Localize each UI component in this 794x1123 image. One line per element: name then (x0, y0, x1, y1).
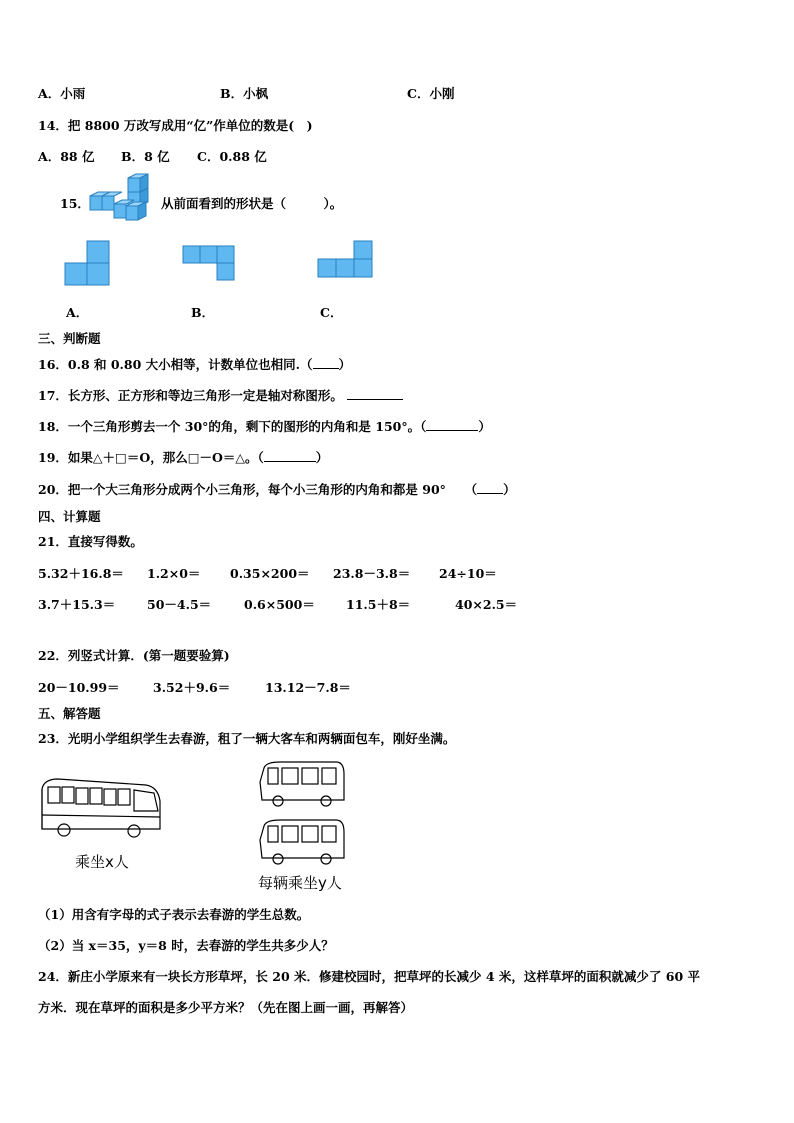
q15-option-a-figure (65, 241, 110, 286)
q21-row2-item2: 50－4.5＝ (147, 597, 212, 612)
q18-answer-blank[interactable] (426, 419, 478, 431)
q18 (38, 417, 491, 435)
q19 (38, 448, 328, 466)
q21-row1-item1: 5.32＋16.8＝ (38, 566, 124, 581)
q16-answer-blank[interactable] (313, 357, 339, 369)
q14-option-c: C．0.88 亿 (197, 149, 267, 164)
section3-title: 三、判断题 (38, 331, 101, 346)
q13-option-b: B．小枫 (220, 86, 269, 101)
q24-line2: 方米．现在草坪的面积是多少平方米？（先在图上画一画，再解答） (38, 1000, 414, 1015)
q21-row2-item4: 11.5＋8＝ (346, 597, 411, 612)
q21-row2-item1: 3.7＋15.3＝ (38, 597, 116, 612)
q22-stem: 22．列竖式计算．(第一题要验算) (38, 648, 230, 663)
q14-option-a: A．88 亿 (38, 149, 95, 164)
q14-stem: 14．把 8800 万改写成用“亿”作单位的数是( ) (38, 118, 313, 133)
q20-tail: ） (503, 482, 516, 497)
q14-option-b: B．8 亿 (121, 149, 170, 164)
q19-text: 19．如果△＋□＝O，那么□－O＝△。（ (38, 450, 264, 465)
q22-item1: 20－10.99＝ (38, 680, 120, 695)
q19-answer-blank[interactable] (264, 450, 316, 462)
q13-option-c: C．小刚 (407, 86, 455, 101)
bus-caption: 乘坐x人 (75, 853, 129, 871)
q23-part1: （1）用含有字母的式子表示去春游的学生总数。 (38, 907, 310, 922)
q22-item3: 13.12－7.8＝ (265, 680, 351, 695)
q15-option-b-figure (183, 246, 237, 282)
q17-answer-blank[interactable] (347, 388, 403, 400)
q21-row1-item4: 23.8－3.8＝ (333, 566, 411, 581)
q17-text: 17．长方形、正方形和等边三角形一定是轴对称图形。 (38, 388, 343, 403)
q15-option-c-label: C． (320, 305, 343, 320)
q16 (38, 355, 351, 373)
q21-row1-item3: 0.35×200＝ (230, 566, 310, 581)
q17 (38, 386, 403, 404)
q23-stem: 23．光明小学组织学生去春游，租了一辆大客车和两辆面包车，刚好坐满。 (38, 731, 456, 746)
van-caption: 每辆乘坐y人 (258, 874, 342, 892)
q18-text: 18．一个三角形剪去一个 30°的角，剩下的图形的内角和是 150°。（ (38, 419, 427, 434)
q15-cube-figure (88, 174, 158, 226)
q15-number: 15． (60, 196, 90, 211)
q19-tail: ） (315, 450, 329, 465)
section5-title: 五、解答题 (38, 706, 101, 721)
q20-text: 20．把一个大三角形分成两个小三角形，每个小三角形的内角和都是 90° （ (38, 482, 478, 497)
q21-row1-item5: 24÷10＝ (439, 566, 497, 581)
q16-text: 16．0.8 和 0.80 大小相等，计数单位也相同.（ (38, 357, 313, 372)
section4-title: 四、计算题 (38, 509, 101, 524)
q18-tail: ） (478, 419, 491, 434)
q23-part2: （2）当 x＝35，y＝8 时，去春游的学生共多少人？ (38, 938, 334, 953)
q21-stem: 21．直接写得数。 (38, 534, 143, 549)
q16-tail: ） (338, 357, 352, 372)
q21-row1-item2: 1.2×0＝ (147, 566, 201, 581)
q15-stem: 从前面看到的形状是（ ）。 (161, 196, 343, 211)
q15-option-c-figure (318, 241, 374, 281)
q24-line1: 24．新庄小学原来有一块长方形草坪，长 20 米．修建校园时，把草坪的长减少 4 米，这样草坪的面积就减少了 60 平 (38, 969, 700, 984)
van-icon (256, 760, 348, 810)
q20-answer-blank[interactable] (477, 482, 503, 494)
q21-row2-item5: 40×2.5＝ (455, 597, 518, 612)
q13-option-a: A．小雨 (38, 86, 86, 101)
van-icon (256, 818, 348, 868)
bus-icon (38, 775, 163, 843)
q15-option-a-label: A． (66, 305, 89, 320)
q20 (38, 480, 516, 498)
q21-row2-item3: 0.6×500＝ (244, 597, 315, 612)
q22-item2: 3.52＋9.6＝ (153, 680, 231, 695)
q15-option-b-label: B． (191, 305, 215, 320)
